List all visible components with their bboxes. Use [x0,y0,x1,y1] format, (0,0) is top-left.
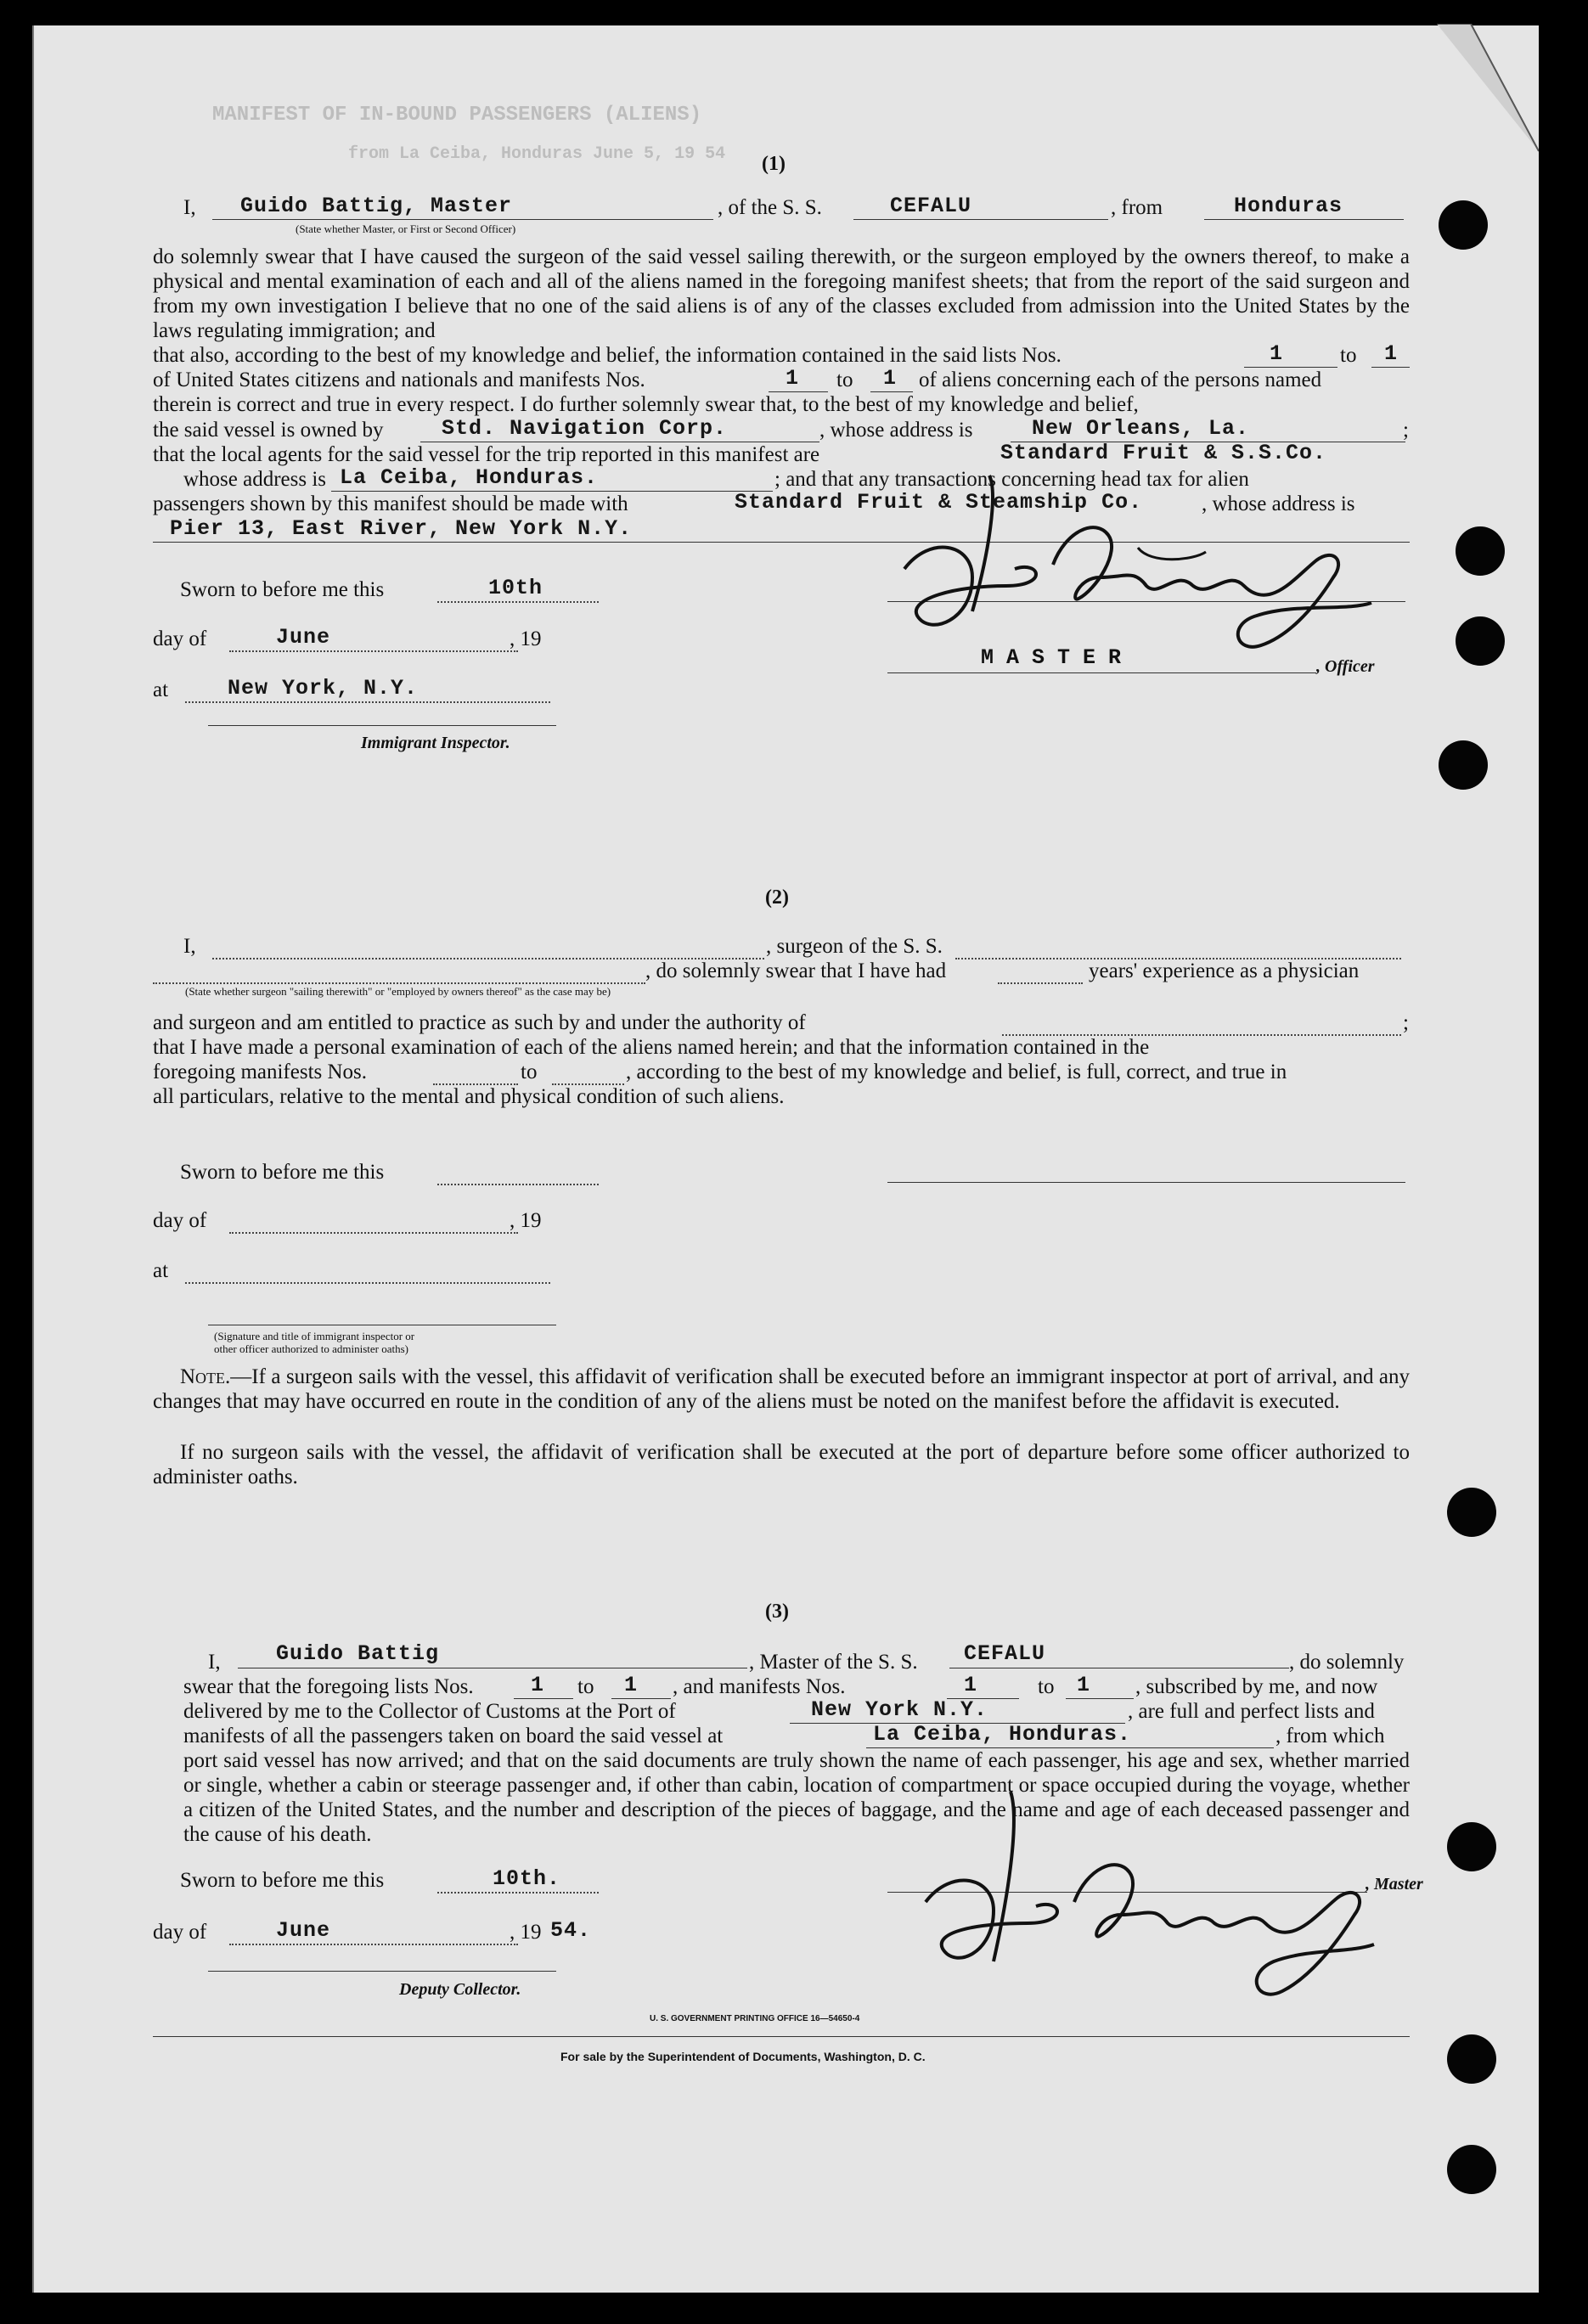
s2-signature-line [887,1182,1405,1183]
s3-collector-line [208,1971,556,1972]
s2-years: years' experience as a physician [1089,959,1360,982]
s2-according: , according to the best of my knowledge and belief, is full, correct, and true in [626,1061,1287,1083]
s1-body-a: do solemnly swear that I have caused the surgeon of the said vessel sailing therewith, or the surgeon employed by the owners thereof, to make a physical and mental examination of each and all of the aliens named in the foregoing manifest sheets; that from the report of the said surgeon and from my own investigation I believe that no one of the said aliens is of any of the classes excluded from admission into the United States by the laws regulating immigration; and [153,245,1410,342]
s3-year: , 19 [510,1921,542,1944]
binder-hole [1456,616,1505,666]
s2-to: to [521,1061,538,1083]
s3-manifests-to-line [1066,1698,1134,1699]
s1-owner: Std. Navigation Corp. [442,416,728,441]
s2-note [153,1365,1410,1414]
s1-officer-hint: (State whether Master, or First or Second Officer) [296,222,516,235]
s3-body: port said vessel has now arrived; and that on the said documents are truly shown the name of each passenger, his age and sex, whether married or single, whether a cabin or steerage passenger and, if other than cabin, location of compartment or space occupied during the voyage, whether a citizen of the United States, and the number and description of the pieces of baggage, and the name and age of each deceased passenger and the cause of his death. [183,1749,1410,1846]
s1-sworn: Sworn to before me this [180,578,385,601]
s1-vessel-line [853,219,1108,220]
s1-whose-address-is-end: , whose address is [1202,492,1355,515]
faint-header-line2: from La Ceiba, Honduras June 5, 19 54 [348,144,726,164]
s2-year: , 19 [510,1209,542,1232]
s2-solemnly: , do solemnly swear that I have had [645,959,947,982]
s1-at: at [153,678,169,701]
s1-officer-suffix: , Officer [1316,657,1375,676]
s1-therein: therein is correct and true in every respect. I do further solemnly swear that, to the best of my knowledge and belief, [153,393,1139,416]
s1-that-also: that also, according to the best of my knowledge and belief, the information contained in the said lists Nos. [153,344,1061,367]
binder-hole [1447,2145,1496,2194]
s2-surgeon-of: , surgeon of the S. S. [766,935,943,958]
s2-sig-hint: (Signature and title of immigrant inspector or other officer authorized to administer oaths) [214,1330,415,1355]
s3-lists-from: 1 [531,1673,545,1697]
s1-of-aliens: of aliens concerning each of the persons named [919,369,1322,391]
s1-i: I, [183,196,196,219]
s3-manifests-all: manifests of all the passengers taken on board the said vessel at [183,1725,724,1747]
section3-number: (3) [765,1601,789,1623]
master-signature-2 [909,1758,1384,2021]
s1-head-tax: ; and that any transactions concerning head tax for alien [774,468,1249,491]
s1-from: , from [1111,196,1163,219]
s2-body: that I have made a personal examination of each of the aliens named herein; and that the information contained in the [153,1036,1150,1059]
s3-do-solemnly: , do solemnly [1289,1651,1405,1674]
for-sale: For sale by the Superintendent of Documents, Washington, D. C. [560,2050,926,2063]
s3-subscribed: , subscribed by me, and now [1135,1675,1378,1698]
binder-hole [1447,2034,1496,2084]
footer-rule [153,2036,1410,2037]
s1-to-a: to [1340,344,1357,367]
s2-day-of: day of [153,1209,207,1232]
s1-year: , 19 [510,627,542,650]
section1-number: (1) [762,153,786,175]
s1-manifests-to: 1 [883,366,898,391]
s1-inspector-line [208,725,556,726]
s2-all-particulars: all particulars, relative to the mental and physical condition of such aliens. [153,1085,785,1108]
s3-sworn-day-line [437,1892,599,1894]
s1-agents: Standard Fruit & S.S.Co. [1000,441,1327,465]
s2-sworn-line [437,1184,599,1185]
s2-place-line [185,1282,550,1284]
s3-boarded-at: La Ceiba, Honduras. [873,1722,1132,1747]
s1-manifests-from: 1 [786,366,800,391]
s3-manifests-from: 1 [964,1673,978,1697]
s3-to-b: to [1038,1675,1055,1698]
master-signature-1 [870,442,1397,662]
s1-sworn-day-line [437,601,599,603]
s3-name: Guido Battig [276,1641,440,1666]
s3-i: I, [208,1651,221,1674]
s3-sworn: Sworn to before me this [180,1869,385,1892]
s1-to-b: to [836,369,853,391]
s3-manifests-to: 1 [1077,1673,1091,1697]
s1-us-citizens: of United States citizens and nationals and manifests Nos. [153,369,645,391]
s3-sworn-day: 10th. [493,1866,561,1891]
s1-lists-to: 1 [1384,341,1399,366]
s3-from-which: , from which [1275,1725,1385,1747]
s1-origin-line [1204,219,1404,220]
s2-foregoing-manifests: foregoing manifests Nos. [153,1061,368,1083]
s3-vessel: CEFALU [964,1641,1046,1666]
s2-status-line [153,982,645,984]
s2-years-line [998,982,1083,984]
s3-and-manifests: , and manifests Nos. [673,1675,846,1698]
s1-whose-address-is: , whose address is [819,419,973,442]
s1-place-line [185,701,550,703]
s1-place: New York, N.Y. [228,676,419,701]
s2-authority: and surgeon and am entitled to practice as such by and under the authority of [153,1011,806,1034]
s1-lists-to-line [1371,367,1410,368]
binder-hole [1439,740,1488,790]
s1-month-line [229,650,518,652]
s3-lists-to: 1 [624,1673,639,1697]
s1-day-of: day of [153,627,207,650]
s3-month-line [229,1944,518,1945]
s3-year-suffix: 54. [550,1918,592,1943]
manifest-page [32,25,1539,2293]
s1-company-address: Pier 13, East River, New York N.Y. [170,516,633,541]
s1-agents-address: La Ceiba, Honduras. [340,465,599,490]
printing-office: U. S. GOVERNMENT PRINTING OFFICE 16—54650-4 [650,2014,860,2023]
s3-port: New York N.Y. [811,1697,988,1722]
s2-note-text: —If a surgeon sails with the vessel, this affidavit of verification shall be executed before an immigrant inspector at port of arrival, and any changes that may have occurred en route in the condition of any of the aliens must be noted on the manifest before the affidavit is executed. [153,1365,1410,1413]
folded-corner [1437,24,1539,160]
s1-officer-sig-line [887,672,1316,673]
s1-officer-line [212,219,713,220]
s3-delivered: delivered by me to the Collector of Customs at the Port of [183,1700,676,1723]
faint-header-line1: MANIFEST OF IN-BOUND PASSENGERS (ALIENS) [212,104,702,127]
s2-note2: If no surgeon sails with the vessel, the affidavit of verification shall be executed at the port of departure before some officer authorized to administer oaths. [153,1441,1410,1488]
s3-to-a: to [577,1675,594,1698]
s2-i: I, [183,935,196,958]
s1-whose-address: whose address is [183,468,327,491]
s2-semicolon: ; [1403,1011,1409,1034]
section2-number: (2) [765,886,789,909]
binder-hole [1447,1488,1496,1537]
s1-month: June [276,625,331,650]
s3-day-of: day of [153,1921,207,1944]
s2-note-label: Note. [180,1365,231,1388]
binder-hole [1439,200,1488,250]
s1-officer-name: Guido Battig, Master [240,194,513,218]
s2-at: at [153,1259,169,1282]
s1-inspector-label: Immigrant Inspector. [361,734,510,752]
s3-master-of: , Master of the S. S. [749,1651,918,1674]
s1-owned-by: the said vessel is owned by [153,419,384,442]
s1-head-tax-company: Standard Fruit & Steamship Co. [735,490,1143,515]
s3-are-full: , are full and perfect lists and [1128,1700,1375,1723]
s2-sworn: Sworn to before me this [180,1161,385,1184]
s1-sworn-day: 10th [488,576,543,600]
s1-passengers-shown: passengers shown by this manifest should be made with [153,492,628,515]
s3-master-suffix: , Master [1366,1875,1423,1894]
s1-origin: Honduras [1234,194,1343,218]
binder-hole [1456,526,1505,576]
s1-lists-from: 1 [1270,341,1284,366]
s1-of-ss: , of the S. S. [718,196,822,219]
s1-master-title: M A S T E R [981,645,1122,670]
s2-hint: (State whether surgeon "sailing therewith" or "employed by owners thereof" as the case may be) [185,985,611,998]
binder-hole [1447,1822,1496,1871]
s1-vessel: CEFALU [890,194,972,218]
s3-collector-label: Deputy Collector. [399,1980,521,1999]
s1-semicolon: ; [1403,419,1409,442]
s3-swear: swear that the foregoing lists Nos. [183,1675,474,1698]
s1-local-agents: that the local agents for the said vessel for the trip reported in this manifest are [153,443,820,466]
s1-owner-address: New Orleans, La. [1032,416,1250,441]
s2-month-line [229,1232,518,1234]
s3-month: June [276,1918,331,1943]
